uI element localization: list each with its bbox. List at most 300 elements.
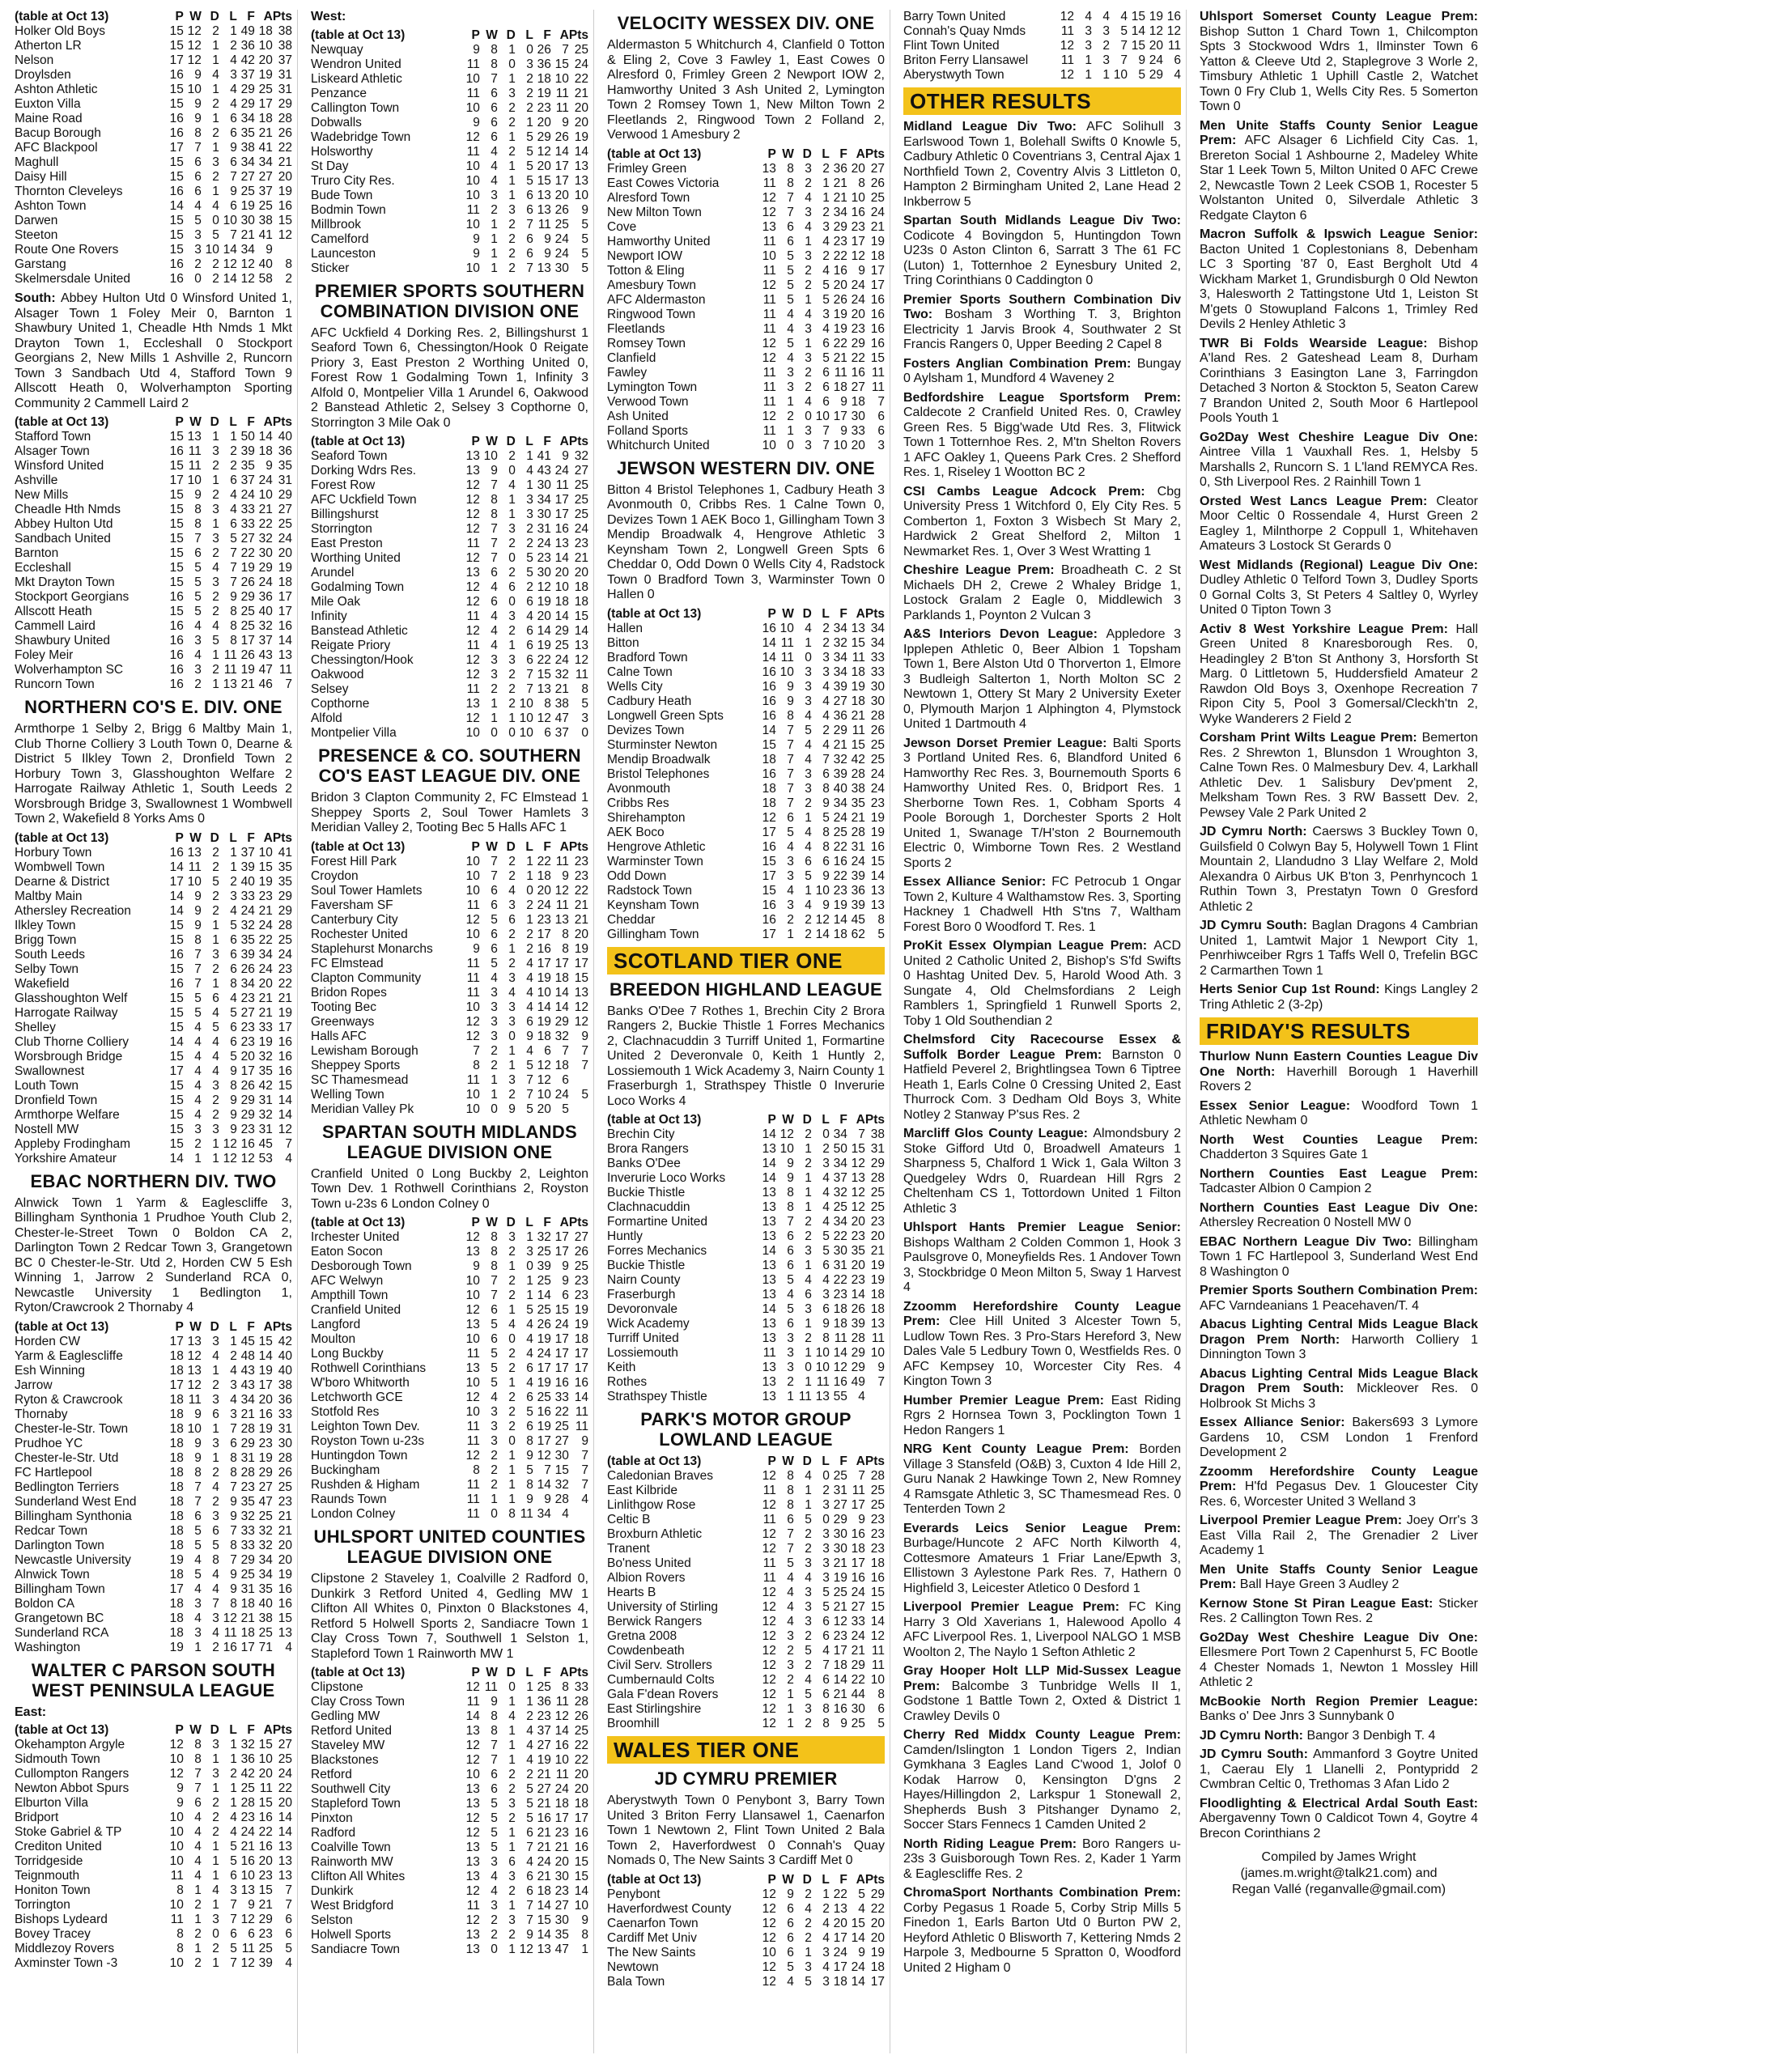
team-name-cell: Keith (607, 1361, 636, 1374)
stat-cell: 13 (537, 261, 551, 275)
team-name-cell: Torrington (15, 1898, 70, 1912)
table-row (311, 653, 588, 668)
stat-cell: 11 (762, 1484, 776, 1497)
league-name: Chelmsford City Racecourse Essex & Suffolk Border League Prem: (903, 1033, 1181, 1062)
stat-cell: 4 (526, 1724, 533, 1738)
stat-cell: 16 (833, 854, 847, 868)
stat-cell: 7 (491, 71, 498, 86)
stat-cell: 47 (258, 1494, 273, 1509)
team-name-cell: Esh Winning (15, 1363, 86, 1378)
stat-cell: 11 (170, 1869, 184, 1883)
team-name-cell: Ilkley Town (15, 918, 76, 932)
stat-cell: 1 (194, 1942, 202, 1955)
stat-cell: 19 (169, 1640, 184, 1654)
stat-cell: 1 (805, 1186, 812, 1199)
stat-cell: 5 (822, 810, 830, 825)
stat-cell: 9 (230, 1582, 237, 1596)
stat-cell: 14 (278, 1093, 292, 1107)
stat-cell: 11 (871, 1644, 885, 1658)
table-header-cell: W (189, 1319, 202, 1334)
stat-cell: 18 (537, 1884, 551, 1898)
stat-cell: 20 (554, 188, 569, 202)
stat-cell: 8 (822, 781, 830, 796)
column-2 (311, 10, 594, 2053)
league-table (903, 10, 1181, 83)
stat-cell: 21 (833, 1600, 847, 1614)
table-header-cell: W (782, 606, 794, 621)
stat-cell: 15 (574, 1870, 588, 1883)
stat-cell: 16 (258, 1840, 273, 1853)
stat-cell: 32 (537, 1230, 551, 1244)
stat-cell: 3 (194, 228, 202, 242)
stat-cell: 35 (258, 1582, 273, 1596)
stat-cell: 4 (194, 619, 202, 633)
team-name-cell: Copthorne (311, 697, 370, 711)
table-header-cell: D (802, 606, 812, 621)
stat-cell: 37 (537, 1724, 551, 1738)
stat-cell: 1 (526, 449, 533, 463)
stat-cell: 2 (194, 1927, 202, 1941)
table-header-cell: P (175, 10, 184, 23)
stat-cell: 20 (1149, 39, 1163, 53)
stat-cell: 14 (537, 1000, 551, 1014)
stat-cell: 40 (278, 1348, 292, 1363)
stat-cell: 9 (787, 1887, 794, 1901)
table-row (311, 1899, 588, 1913)
table-row (607, 1527, 885, 1542)
stat-cell (273, 243, 292, 257)
stat-cell: 12 (762, 205, 776, 219)
stat-cell: 1 (787, 1717, 794, 1730)
stat-cell: 18 (169, 1436, 184, 1450)
stat-cell: 1 (508, 1841, 516, 1854)
stat-cell: 1 (508, 1449, 516, 1463)
stat-cell: 12 (851, 248, 865, 263)
table-header-cell: Pts (568, 1216, 588, 1229)
stat-cell: 2 (822, 1142, 830, 1156)
stat-cell: 0 (822, 1127, 830, 1141)
stat-cell: 2 (212, 845, 219, 860)
stat-cell: 16 (169, 68, 184, 82)
team-name-cell: Club Thorne Colliery (15, 1034, 129, 1049)
stat-cell: 27 (537, 1739, 551, 1752)
table-row (15, 1767, 292, 1781)
stat-cell: 4 (526, 1318, 533, 1331)
team-name-cell: Totton & Eling (607, 263, 685, 278)
table-row (607, 1469, 885, 1484)
stat-cell: 28 (240, 1796, 255, 1810)
stat-cell: 1 (805, 883, 812, 898)
section-heading: WALTER C PARSON SOUTH WEST PENINSULA LEAGUE (31, 1659, 276, 1700)
stat-cell: 7 (526, 1072, 533, 1087)
table-header-cell: L (822, 146, 830, 161)
stat-cell: 6 (194, 546, 202, 560)
stat-cell: 12 (833, 1361, 847, 1374)
section-heading: BREEDON HIGHLAND LEAGUE (610, 979, 882, 1000)
stat-cell: 3 (805, 350, 812, 365)
table-row (607, 724, 885, 738)
stat-cell: 0 (508, 1029, 516, 1043)
stat-cell: 15 (258, 860, 273, 874)
stat-cell: 10 (465, 854, 480, 868)
team-name-cell: Honiton Town (15, 1883, 91, 1897)
table-row (311, 639, 588, 653)
stat-cell: 31 (833, 1259, 847, 1272)
stat-cell: 4 (1102, 10, 1110, 23)
stat-cell: 12 (240, 272, 255, 286)
stat-cell: 0 (508, 1434, 516, 1448)
stat-cell: 24 (258, 473, 273, 487)
stat-cell: 24 (278, 1767, 292, 1781)
stat-cell: 5 (230, 918, 237, 932)
stat-cell: 11 (466, 1347, 480, 1361)
team-name-cell: Yorkshire Amateur (15, 1151, 117, 1166)
stat-cell: 2 (212, 663, 219, 677)
stat-cell: 5 (194, 561, 202, 575)
stat-cell: 3 (787, 380, 794, 394)
stat-cell: 16 (169, 112, 184, 125)
table-row (607, 1960, 885, 1975)
stat-cell: 9 (562, 868, 569, 883)
team-name-cell: West Bridgford (311, 1899, 394, 1913)
stat-cell: 1 (508, 711, 516, 725)
stat-cell: 4 (787, 839, 794, 854)
table-row (607, 293, 885, 308)
results-paragraph (311, 326, 588, 431)
stat-cell: 13 (762, 1361, 776, 1374)
stat-cell: 27 (574, 464, 588, 478)
stat-cell: 4 (787, 350, 794, 365)
stat-cell: 28 (278, 1450, 292, 1465)
stat-cell: 25 (833, 1586, 847, 1599)
stat-cell: 16 (870, 839, 885, 854)
stat-cell: 6 (194, 155, 202, 169)
stat-cell: 7 (285, 1883, 292, 1897)
table-row (15, 257, 292, 272)
stat-cell: 4 (526, 1855, 533, 1869)
stat-cell: 9 (858, 263, 865, 278)
stat-cell: 14 (537, 1289, 551, 1302)
table-header-cell: P (175, 1723, 184, 1737)
stat-cell: 13 (870, 883, 885, 898)
stat-cell: 20 (278, 1796, 292, 1810)
results-paragraph (1200, 1416, 1478, 1461)
stat-cell: 18 (762, 796, 776, 810)
stat-cell: 15 (169, 155, 184, 169)
stat-cell: 34 (833, 205, 847, 219)
stat-cell: 2 (805, 263, 812, 278)
stat-cell: 6 (212, 1407, 219, 1421)
table-row (607, 1346, 885, 1361)
stat-cell: 4 (194, 1020, 202, 1034)
stat-cell: 34 (870, 621, 885, 635)
stat-cell: 11 (762, 423, 776, 438)
stat-cell: 21 (574, 898, 588, 912)
table-header-cell: (table at Oct 13) (607, 1454, 702, 1468)
results-text: Camden/Islington 1 London Tigers 2, Indian Gymkhana 3 Eagles Land C'wood 1, Jolof 0 Kodak Harrow 0, Kensington D'gns 2 Hayes/Hillingdon 2, Larkspur 1 Stonewall 2, Shepherds Bush 3 Pitshanger Dynamo 2, Soccer Stars Fennecs 1 Camden United 2 (903, 1743, 1181, 1832)
stat-cell: 2 (508, 1087, 516, 1102)
stat-cell: 16 (762, 621, 776, 635)
table-header-cell: Pts (568, 1666, 588, 1679)
stat-cell: 25 (833, 825, 847, 839)
table-row (15, 488, 292, 503)
team-name-cell: Rothwell Corinthians (311, 1361, 427, 1375)
team-name-cell: AFC Aldermaston (607, 292, 706, 307)
stat-cell: 11 (484, 1680, 498, 1694)
stat-cell: 12 (762, 1702, 776, 1716)
table-row (607, 1902, 885, 1917)
stat-cell: 3 (526, 1245, 533, 1259)
stat-cell: 5 (787, 278, 794, 292)
stat-cell: 12 (465, 653, 480, 667)
stat-cell: 8 (877, 1688, 885, 1701)
team-name-cell: Clapton Community (311, 970, 422, 985)
stat-cell: 6 (230, 1020, 237, 1034)
stat-cell: 33 (554, 1391, 569, 1404)
table-row (607, 1259, 885, 1273)
stat-cell: 23 (258, 1869, 273, 1883)
stat-cell: 1 (212, 53, 219, 67)
stat-cell: 7 (230, 1480, 237, 1494)
stat-cell: 23 (574, 854, 588, 868)
stat-cell: 23 (258, 1927, 273, 1941)
stat-cell: 12 (187, 1378, 202, 1392)
stat-cell: 49 (240, 24, 255, 38)
table-row (311, 957, 588, 971)
stat-cell: 1 (1102, 68, 1110, 82)
table-row (311, 1913, 588, 1928)
stat-cell: 34 (240, 155, 255, 169)
stat-cell: 26 (537, 42, 551, 57)
stat-cell: 7 (194, 1767, 202, 1781)
team-name-cell: Horden CW (15, 1334, 80, 1348)
table-row (903, 39, 1181, 53)
results-text: Bridon 3 Clapton Community 2, FC Elmstead 1 Sheppey Sports 2, Soul Tower Hamlets 3 Meridian Valley 2, Tooting Bec 5 Halls AFC 1 (311, 791, 588, 834)
stat-cell: 4 (526, 1000, 533, 1014)
league-name: Thurlow Nunn Eastern Counties League Div One North: (1200, 1050, 1478, 1079)
table-row (311, 942, 588, 957)
league-name: Zzoomm Herefordshire County League Prem: (1200, 1464, 1478, 1493)
stat-cell: 4 (491, 173, 498, 188)
stat-cell: 1 (822, 176, 830, 190)
stat-cell: 2 (822, 1901, 830, 1916)
table-header-row (607, 607, 885, 622)
table-row (15, 1738, 292, 1752)
stat-cell: 10 (519, 711, 533, 725)
stat-cell: 7 (787, 766, 794, 781)
stat-cell: 1 (212, 473, 219, 487)
stat-cell: 42 (240, 53, 255, 67)
stat-cell: 3 (212, 1509, 219, 1523)
stat-cell: 12 (1166, 24, 1181, 38)
stat-cell: 14 (870, 1615, 885, 1628)
team-name-cell: Stockport Georgians (15, 590, 130, 604)
table-header-cell: Pts (864, 1872, 885, 1887)
league-name: Gray Hooper Holt LLP Mid-Sussex League Prem: (903, 1664, 1181, 1693)
stat-cell: 6 (822, 766, 830, 781)
stat-cell: 24 (278, 947, 292, 962)
stat-cell: 29 (278, 97, 292, 111)
stat-cell: 25 (870, 1200, 885, 1214)
stat-cell: 21 (258, 126, 273, 140)
team-name-cell: Strathspey Thistle (607, 1390, 707, 1403)
stat-cell: 13 (574, 173, 588, 188)
stat-cell: 1 (508, 1724, 516, 1738)
stat-cell: 3 (212, 155, 219, 169)
stat-cell: 33 (574, 1680, 588, 1694)
stat-cell: 16 (762, 898, 776, 912)
stat-cell: 7 (526, 217, 533, 231)
stat-cell: 9 (526, 1029, 533, 1043)
stat-cell: 16 (169, 947, 184, 962)
league-name: Men Unite Staffs County Senior League Prem: (1200, 118, 1478, 147)
stat-cell: 14 (762, 635, 776, 650)
stat-cell: 37 (258, 634, 273, 648)
stat-cell: 6 (194, 1796, 202, 1810)
stat-cell: 1 (212, 1450, 219, 1465)
stat-cell: 20 (258, 1854, 273, 1868)
team-name-cell: Darwen (15, 214, 58, 227)
stat-cell: 4 (805, 1901, 812, 1916)
stat-cell: 4 (212, 1625, 219, 1640)
stat-cell: 9 (822, 1317, 830, 1331)
table-row (311, 595, 588, 609)
stat-cell: 3 (508, 898, 516, 912)
stat-cell: 2 (194, 1136, 202, 1151)
stat-cell: 25 (240, 619, 255, 633)
team-name-cell: Infinity (311, 609, 347, 623)
stat-cell: 5 (526, 1782, 533, 1796)
stat-cell: 15 (851, 635, 865, 650)
stat-cell: 3 (805, 205, 812, 219)
stat-cell: 2 (212, 605, 219, 618)
table-header-cell: A (856, 1872, 865, 1887)
stat-cell: 11 (555, 1768, 569, 1781)
stat-cell: 29 (240, 1552, 255, 1567)
stat-cell: 8 (194, 517, 202, 531)
stat-cell: 5 (526, 1102, 533, 1116)
stat-cell: 21 (278, 155, 292, 169)
stat-cell: 13 (465, 1870, 480, 1883)
table-row (607, 913, 885, 928)
stat-cell: 16 (574, 1376, 588, 1390)
stat-cell: 15 (554, 1463, 569, 1477)
stat-cell: 38 (851, 781, 865, 796)
table-row (311, 101, 588, 116)
table-row (311, 971, 588, 986)
stat-cell: 28 (278, 112, 292, 125)
stat-cell: 6 (491, 1303, 498, 1317)
team-name-cell: Barnton (15, 546, 59, 560)
stat-cell: 8 (491, 1259, 498, 1273)
table-header-row (607, 147, 885, 162)
stat-cell: 8 (473, 1463, 480, 1477)
stat-cell: 14 (762, 723, 776, 737)
table-row (15, 919, 292, 933)
table-row (15, 1854, 292, 1869)
stat-cell: 7 (544, 1463, 551, 1477)
stat-cell: 35 (278, 874, 292, 889)
section-band: FRIDAY'S RESULTS (1200, 1017, 1478, 1045)
stat-cell: 3 (822, 1556, 830, 1570)
results-text: Joey Orr's 3 East Villa Rail 2, The Grenadier 2 Liver Academy 1 (1200, 1514, 1478, 1557)
stat-cell: 10 (519, 697, 533, 711)
stat-cell: 12 (574, 1014, 588, 1029)
stat-cell: 6 (508, 912, 516, 927)
stat-cell: 3 (508, 86, 516, 100)
stat-cell: 2 (230, 1767, 237, 1781)
stat-cell: 8 (787, 1186, 794, 1199)
stat-cell: 32 (240, 1738, 255, 1751)
table-row (607, 1917, 885, 1931)
stat-cell: 5 (526, 1405, 533, 1419)
team-name-cell: AFC Welwyn (311, 1274, 384, 1288)
team-name-cell: AFC Uckfield Town (311, 493, 417, 507)
stat-cell: 4 (1120, 10, 1128, 23)
team-name-cell: Ampthill Town (311, 1289, 389, 1302)
league-table (311, 840, 588, 1117)
table-row (311, 1797, 588, 1811)
stat-cell: 30 (554, 1913, 569, 1927)
stat-cell: 9 (787, 694, 794, 708)
league-table (311, 1216, 588, 1522)
stat-cell: 16 (278, 1582, 292, 1596)
stat-cell: 10 (465, 1376, 480, 1390)
stat-cell: 17 (851, 1498, 865, 1512)
stat-cell: 7 (822, 423, 830, 438)
stat-cell: 14 (258, 430, 273, 444)
results-text: Aldermaston 5 Whitchurch 4, Clanfield 0 Totton & Eling 2, Cove 3 Fawley 1, East Cowes 0 Alresford 0, Frimley Green 2 Newport IOW 2, Hamworthy United 3 Ash United 2, Lymington Town 2 Romsey Town 1, New Milton Town 2 Fleetlands 2, Ringwood Town 2 Folland 2, Verwood 1 Amesbury 2 (607, 38, 885, 142)
stat-cell: 17 (554, 159, 569, 173)
table-row (311, 1420, 588, 1434)
stat-cell: 16 (169, 845, 184, 860)
stat-cell: 25 (870, 752, 885, 766)
stat-cell: 35 (240, 1494, 255, 1509)
table-row (607, 380, 885, 395)
table-row (607, 1673, 885, 1688)
stat-cell: 11 (852, 723, 865, 737)
team-name-cell: Wendron United (311, 57, 401, 71)
stat-cell: 4 (822, 1171, 830, 1185)
stat-cell: 29 (851, 1658, 865, 1672)
stat-cell: 25 (537, 1680, 551, 1694)
league-table (607, 1113, 885, 1404)
stat-cell: 5 (526, 1303, 533, 1317)
stat-cell: 31 (851, 839, 865, 854)
stat-cell: 24 (537, 1855, 551, 1869)
stat-cell: 5 (526, 1811, 533, 1825)
stat-cell: 5 (194, 575, 202, 589)
stat-cell: 22 (537, 653, 551, 667)
stat-cell: 12 (779, 1127, 794, 1141)
stat-cell: 4 (858, 1390, 865, 1403)
table-row (15, 517, 292, 532)
column-1 (15, 10, 298, 2053)
table-header-cell: L (229, 10, 237, 23)
stat-cell: 21 (258, 1005, 273, 1020)
table-row (15, 1509, 292, 1524)
table-row (607, 898, 885, 913)
stat-cell: 13 (240, 1883, 255, 1897)
results-paragraph (1200, 1729, 1478, 1744)
stat-cell: 4 (491, 1884, 498, 1898)
stat-cell: 2 (805, 796, 812, 810)
stat-cell: 5 (787, 292, 794, 307)
stat-cell: 2 (212, 1378, 219, 1392)
table-row (15, 112, 292, 126)
team-name-cell: Skelmersdale United (15, 272, 131, 286)
stat-cell: 9 (787, 1157, 794, 1170)
